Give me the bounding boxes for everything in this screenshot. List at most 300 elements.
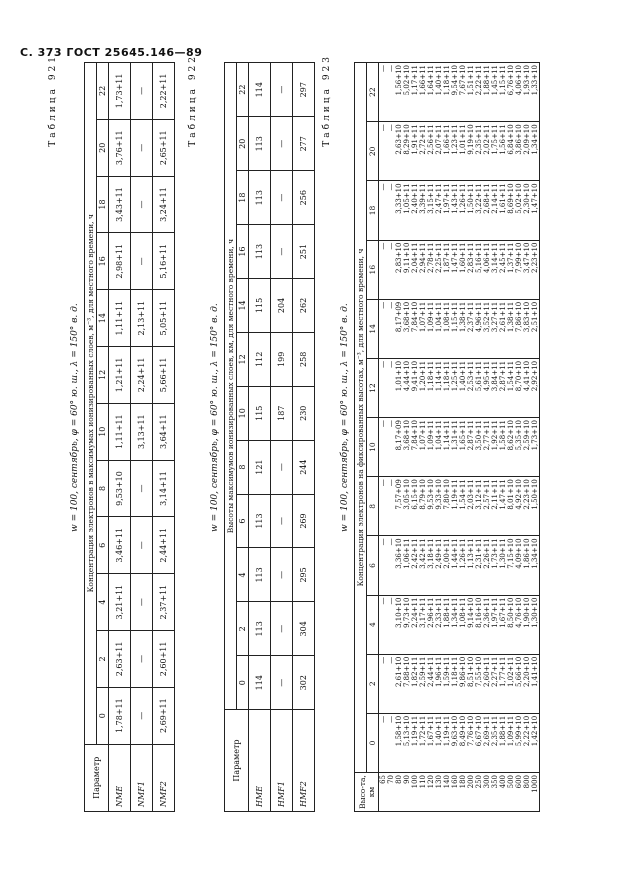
value-cell: 1,15+11 [499,65,507,96]
value-cell: 7,88+10 [403,656,411,688]
value-cell: 2,36+11 [483,597,491,628]
value-cell: — [387,242,395,250]
hour-header: 10 [367,418,379,477]
value-cell: — [379,597,387,605]
value-cell: 1,67+11 [499,597,507,628]
value-cell: 1,18+11 [443,65,451,96]
value-cell: 2,23+10 [531,242,539,273]
value-cell: 5,16+11 [153,233,175,290]
table-923-subheader: Концентрация электронов на фиксированных высотах, м⁻³, для местного времени, ч [355,63,367,773]
value-cell: 1,66+11 [443,124,451,155]
value-cell: — [271,602,293,656]
value-cell: 1,19+11 [451,479,459,510]
value-cell: 1,86+10 [523,538,531,569]
value-cell: 2,37+11 [153,574,175,631]
value-cell: 7,84+10 [411,420,419,451]
height-value: 200 [467,775,475,789]
value-cell: — [379,65,387,72]
hour-header: 22 [97,63,109,120]
value-cell: 1,40+11 [435,715,443,747]
value-cell: 2,68+11 [483,183,491,214]
value-cell: 1,67+11 [427,715,435,747]
value-cell: 113 [249,225,271,279]
value-cell: 112 [249,332,271,386]
value-cell: 2,09+10 [523,124,531,155]
value-cell: 113 [249,117,271,171]
value-cell: 7,80+10 [443,479,451,510]
value-cell: 115 [249,386,271,440]
value-cell: 3,27+11 [491,301,499,333]
value-cell: 1,88+11 [483,65,491,96]
value-cell: 1,17+11 [411,65,419,96]
table-row [271,63,293,812]
value-cell: 9,53+10 [427,479,435,510]
value-cell: 114 [249,656,271,710]
hour-header: 18 [367,181,379,240]
value-cell: 2,04+11 [411,242,419,273]
hour-header: 14 [97,290,109,347]
value-cell: 204 [271,279,293,333]
value-cell: — [131,687,153,744]
value-cell: — [387,360,395,368]
value-cell: 4,95+11 [483,360,491,392]
height-value: 100 [411,775,419,789]
value-cell: 3,47+10 [523,242,531,273]
value-cell: 230 [293,386,315,440]
value-cell: 3,12+11 [475,479,483,510]
value-cell: 115 [249,279,271,333]
rotated-content [40,42,600,832]
value-cell: 2,51+10 [531,301,539,333]
value-cell: 1,09+11 [427,420,435,451]
value-cell: 1,30+11 [499,538,507,569]
hour-header: 4 [237,548,249,602]
table-922 [224,62,315,812]
table-923-label: Таблица 923 [322,54,332,147]
value-cell: 2,78+11 [427,242,435,273]
value-cell: 1,45+11 [491,65,499,96]
param-name: HMF2 [293,710,315,812]
value-cell: 2,22+11 [153,63,175,120]
value-cell: 8,01+10 [507,479,515,510]
value-cell: — [387,479,395,487]
value-cell: 1,56+10 [395,65,403,96]
value-cell: — [387,656,395,664]
value-cell: 3,86+10 [515,124,523,155]
value-column [379,654,540,713]
value-cell: 1,13+11 [467,538,475,569]
value-cell: 2,44+11 [153,517,175,574]
height-value: 250 [475,775,483,789]
value-cell: 2,92+10 [531,360,539,392]
value-cell: 1,91+11 [411,124,419,155]
value-cell: 1,21+11 [109,347,131,404]
value-cell: 3,43+11 [109,176,131,233]
table-923 [354,62,540,812]
value-cell: 113 [249,494,271,548]
value-cell: 9,54+10 [451,65,459,96]
value-cell: — [379,715,387,723]
value-cell: — [379,656,387,664]
hour-header: 14 [237,279,249,333]
value-cell: — [387,124,395,132]
param-name: HME [249,710,271,812]
value-cell: 244 [293,440,315,494]
value-cell: 1,88+11 [443,597,451,628]
value-cell: 1,19+11 [411,715,419,747]
hour-header: 2 [237,602,249,656]
value-cell: — [379,420,387,428]
value-cell: 1,14+11 [435,360,443,392]
value-cell: 1,75+11 [491,124,499,155]
height-value: 130 [435,775,443,789]
value-cell: 1,47+11 [499,479,507,510]
value-cell: 2,53+11 [467,360,475,392]
value-cell: 4,06+10 [515,65,523,96]
value-cell: 2,26+11 [483,538,491,569]
hour-header: 4 [97,574,109,631]
value-cell: 1,47+11 [451,242,459,273]
value-cell: 5,02+10 [515,183,523,214]
value-cell: 1,51+11 [467,65,475,96]
value-cell: 2,47+11 [435,183,443,214]
value-cell: — [131,176,153,233]
hours-row [237,63,249,812]
table-row [153,63,175,812]
value-cell: 2,63+10 [395,124,403,155]
value-cell: 1,50+10 [531,479,539,510]
value-cell: 114 [249,63,271,117]
value-cell: 1,30+10 [531,597,539,628]
hour-header: 2 [367,654,379,713]
value-cell: 1,73+11 [109,63,131,120]
value-cell: — [131,460,153,517]
hour-header: 18 [237,171,249,225]
table-922-caption: w = 100, сентябрь, φ = 60° ю. ш., λ = 150° в. д. [210,303,220,532]
hour-header: 8 [97,460,109,517]
value-cell: 2,72+11 [419,124,427,155]
height-value: 350 [491,775,499,789]
value-cell: 1,15+11 [451,301,459,333]
value-cell: 1,65+11 [459,420,467,451]
value-cell: 2,14+11 [491,183,499,214]
value-cell: 2,02+11 [483,124,491,155]
value-cell: 3,39+11 [419,183,427,214]
hour-header: 18 [97,176,109,233]
value-cell: — [271,548,293,602]
value-cell: — [387,420,395,428]
value-cell: — [379,360,387,368]
value-cell: — [271,225,293,279]
page-header: С. 373 ГОСТ 25645.146—89 [20,46,203,59]
value-cell: 5,61+11 [475,360,483,392]
value-cell: 3,84+11 [491,360,499,392]
value-cell: 6,15+10 [411,479,419,510]
table-923-data-row [379,63,540,812]
value-cell: — [131,63,153,120]
value-cell: 9,63+10 [451,715,459,747]
value-cell: 2,59+10 [523,420,531,451]
hour-header: 16 [367,240,379,299]
value-cell: — [387,301,395,309]
value-cell: 113 [249,602,271,656]
value-cell: 3,14+11 [153,460,175,517]
value-cell: 1,07+11 [419,420,427,451]
height-value: 70 [387,775,395,784]
value-cell: 2,13+11 [131,290,153,347]
value-cell: 9,14+10 [467,597,475,628]
value-cell: 1,18+11 [451,656,459,688]
value-column [379,536,540,595]
value-cell: 2,35+11 [475,124,483,155]
hour-header: 12 [97,347,109,404]
value-cell: 1,54+11 [507,360,515,392]
value-cell: 1,09+11 [507,715,515,747]
value-cell: — [379,301,387,309]
value-cell: 3,17+11 [419,597,427,628]
value-cell: 297 [293,63,315,117]
value-cell: — [131,630,153,687]
table-921 [84,62,175,812]
value-cell: — [387,183,395,191]
hour-header: 8 [237,440,249,494]
value-cell: 8,79+10 [419,479,427,510]
value-cell: 1,20+11 [419,360,427,392]
table-922-subheader: Высоты максимумов ионизированных слоев, км, для местного времени, ч [225,63,237,710]
value-cell: 3,68+10 [403,301,411,333]
value-cell: — [271,494,293,548]
value-cell: 2,24+11 [131,347,153,404]
value-cell: — [131,233,153,290]
value-cell: 7,67+10 [459,65,467,96]
hour-header: 22 [237,63,249,117]
value-cell: 1,11+11 [109,403,131,460]
value-cell: 258 [293,332,315,386]
value-cell: 2,83+10 [395,242,403,273]
value-cell: 2,98+11 [109,233,131,290]
value-cell: 1,60+11 [459,242,467,273]
value-cell: 1,87+11 [443,242,451,273]
value-cell: 1,09+11 [427,301,435,333]
value-cell: 2,63+11 [109,630,131,687]
value-cell: 1,18+11 [427,360,435,392]
value-cell: 2,65+11 [153,119,175,176]
hour-header: 4 [367,595,379,654]
value-cell: 1,40+11 [459,360,467,392]
hour-header: 20 [367,122,379,181]
value-cell: 2,60+11 [483,656,491,688]
value-cell: — [131,517,153,574]
value-cell: 1,78+11 [109,687,131,744]
height-value: 300 [483,775,491,789]
value-cell: 3,21+11 [109,574,131,631]
value-cell: — [379,124,387,132]
table-921-subheader: Концентрация электронов в максимумах ионизированных слоев, м⁻³, для местного времени, ч [85,63,97,745]
value-cell: 1,34+11 [451,597,459,628]
value-cell: 2,35+11 [491,715,499,747]
value-cell: 1,23+11 [451,124,459,155]
table-row [293,63,315,812]
value-cell: 8,62+10 [507,420,515,451]
value-cell: — [271,440,293,494]
value-cell: 1,61+11 [499,183,507,214]
value-cell: 2,25+11 [435,242,443,273]
value-cell: 3,50+11 [475,420,483,451]
value-cell: 3,76+11 [109,119,131,176]
value-column [379,418,540,477]
value-column [379,122,540,181]
value-cell: 2,00+11 [443,538,451,569]
hour-header: 6 [97,517,109,574]
value-cell: 1,04+11 [435,420,443,451]
value-cell: 2,20+10 [523,656,531,688]
value-cell: 1,96+11 [435,656,443,688]
value-cell: 1,26+11 [459,538,467,569]
value-cell: 2,60+11 [153,630,175,687]
value-cell: 7,76+10 [467,715,475,747]
value-cell: 3,14+11 [491,242,499,273]
value-cell: 9,41+10 [411,360,419,392]
value-cell: 3,64+11 [153,403,175,460]
value-cell: 1,88+11 [499,715,507,747]
height-value: 80 [395,775,403,784]
value-cell: 1,54+11 [459,479,467,510]
value-cell: 1,73+11 [491,538,499,569]
value-cell: 269 [293,494,315,548]
hour-header: 0 [237,656,249,710]
hour-header: 0 [367,713,379,772]
value-cell: 3,68+10 [403,420,411,451]
value-cell: 1,56+11 [499,124,507,155]
value-cell: 1,59+11 [443,656,451,688]
height-value: 600 [515,775,523,789]
value-cell: 3,15+11 [427,183,435,214]
height-value: 90 [403,775,411,784]
value-cell: — [379,538,387,546]
value-cell: 2,49+11 [435,538,443,569]
value-cell: 2,59+11 [419,656,427,688]
value-cell: 1,40+11 [435,65,443,96]
value-cell: 2,22+11 [475,65,483,96]
value-cell: 1,11+11 [109,290,131,347]
value-cell: 3,36+10 [395,538,403,569]
value-cell: 3,22+11 [475,183,483,214]
value-cell: 1,19+11 [443,715,451,747]
value-cell: 6,76+10 [507,65,515,96]
value-cell: 1,92+11 [491,420,499,451]
value-cell: 7,99+10 [515,242,523,273]
value-cell: 2,94+11 [419,242,427,273]
value-cell: 2,24+11 [411,597,419,628]
hour-header: 8 [367,477,379,536]
value-cell: 1,64+11 [427,65,435,96]
value-cell: 1,44+11 [451,538,459,569]
value-cell: 2,69+11 [483,715,491,747]
value-cell: 4,76+10 [515,597,523,628]
value-cell: — [131,574,153,631]
param-header: Параметр [85,744,109,811]
value-cell: 4,96+11 [475,301,483,333]
value-column [379,181,540,240]
value-cell: 1,82+11 [411,656,419,688]
height-value: 500 [507,775,515,789]
value-cell: — [379,242,387,250]
value-cell: 3,05+10 [403,479,411,510]
table-row [109,63,131,812]
table-921-label: Таблица 921 [48,54,58,147]
value-cell: 1,43+11 [451,183,459,214]
value-cell: 2,37+11 [467,301,475,333]
hour-header: 14 [367,299,379,358]
value-cell: 1,77+11 [499,656,507,688]
value-cell: 302 [293,656,315,710]
value-cell: 1,25+11 [451,360,459,392]
value-cell: 1,14+11 [443,420,451,451]
value-cell: — [379,479,387,487]
value-cell: 2,83+11 [467,242,475,273]
value-cell: 295 [293,548,315,602]
param-name: NMF2 [153,744,175,811]
value-cell: 1,34+10 [531,538,539,569]
value-cell: 1,38+11 [507,301,515,333]
value-cell: 4,41+10 [523,360,531,392]
value-cell: — [131,119,153,176]
value-cell: 3,24+11 [153,176,175,233]
value-column [379,240,540,299]
value-cell: 1,72+11 [419,715,427,747]
table-922-label: Таблица 922 [188,54,198,147]
hours-row [367,63,379,812]
value-cell: 1,07+11 [419,301,427,333]
value-cell: 2,07+11 [435,124,443,155]
value-cell: 251 [293,225,315,279]
value-cell: 1,93+10 [523,65,531,96]
height-value: 140 [443,775,451,789]
value-cell: 8,16+10 [475,597,483,628]
value-column [379,299,540,358]
value-cell: 1,66+11 [419,65,427,96]
value-cell: 2,57+11 [483,479,491,510]
value-cell: 2,61+11 [499,301,507,333]
value-cell: 2,87+11 [499,360,507,392]
value-cell: 2,31+11 [475,538,483,569]
value-cell: 2,11+11 [491,479,499,510]
value-cell: 1,04+11 [435,301,443,333]
value-cell: 2,44+11 [427,656,435,688]
hour-header: 2 [97,630,109,687]
value-cell: 3,18+11 [427,538,435,569]
hour-header: 10 [237,386,249,440]
value-cell: 1,50+11 [467,183,475,214]
height-value: 110 [419,775,427,789]
value-cell: 9,19+10 [467,124,475,155]
value-cell: 3,83+10 [523,301,531,333]
value-cell: — [271,63,293,117]
value-cell: 1,08+11 [459,597,467,628]
value-cell: 3,13+11 [131,403,153,460]
value-cell: 4,09+10 [515,538,523,569]
value-column [379,63,540,122]
value-cell: — [271,171,293,225]
value-cell: 4,92+10 [515,479,523,510]
value-column [379,595,540,654]
height-value: 65 [379,775,387,784]
value-cell: — [387,538,395,546]
value-cell: 1,97+11 [443,183,451,214]
value-cell: 7,84+10 [411,301,419,333]
value-column [379,477,540,536]
value-cell: 2,87+11 [467,420,475,451]
